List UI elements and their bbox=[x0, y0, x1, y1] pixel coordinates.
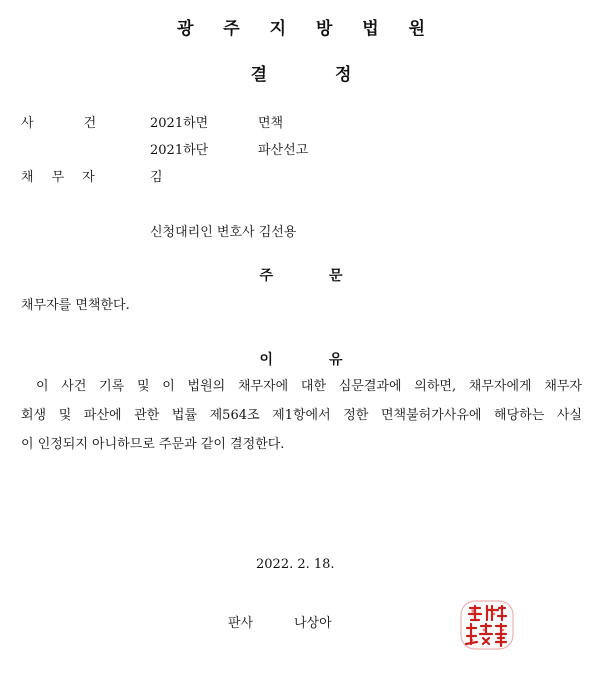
document-type-char: 결 bbox=[250, 65, 267, 85]
case-number: 2021하단 bbox=[150, 143, 209, 158]
document-type bbox=[0, 60, 602, 85]
order-text: 채무자를 면책한다. bbox=[21, 298, 130, 313]
judge-title: 판사 bbox=[228, 616, 254, 631]
reason-title-char: 이 bbox=[259, 352, 273, 368]
reason-line: 이 인정되지 아니하므로 주문과 같이 결정한다. bbox=[21, 437, 285, 452]
court-seal-icon bbox=[458, 598, 516, 652]
decision-date: 2022. 2. 18. bbox=[256, 557, 335, 572]
debtor-label-char: 채 bbox=[21, 170, 34, 185]
attorney-line: 신청대리인 변호사 김선용 bbox=[150, 225, 297, 240]
debtor-label-char: 자 bbox=[82, 170, 95, 185]
court-name: 광 주 지 방 법 원 bbox=[176, 19, 438, 39]
document-type-char: 정 bbox=[335, 65, 352, 85]
reason-line: 이 사건 기록 및 이 법원의 채무자에 대한 심문결과에 의하면, 채무자에게 채무자 bbox=[36, 379, 582, 394]
order-title bbox=[0, 265, 602, 285]
case-number: 2021하면 bbox=[150, 116, 209, 131]
reason-title-char: 유 bbox=[329, 352, 343, 368]
case-type: 파산선고 bbox=[258, 143, 309, 158]
order-title-char: 주 bbox=[259, 268, 273, 284]
debtor-label-char: 무 bbox=[51, 170, 65, 185]
judge-name: 나상아 bbox=[294, 616, 332, 631]
order-title-char: 문 bbox=[329, 268, 343, 284]
debtor-label bbox=[21, 166, 95, 185]
case-label-char: 건 bbox=[83, 116, 97, 131]
case-label bbox=[21, 112, 96, 131]
debtor-name: 김 bbox=[150, 170, 163, 185]
case-label-char: 사 bbox=[21, 116, 34, 131]
reason-title bbox=[0, 349, 602, 369]
case-type: 면책 bbox=[258, 116, 284, 131]
reason-line: 회생 및 파산에 관한 법률 제564조 제1항에서 정한 면책불허가사유에 해당하는 사실 bbox=[21, 408, 582, 423]
